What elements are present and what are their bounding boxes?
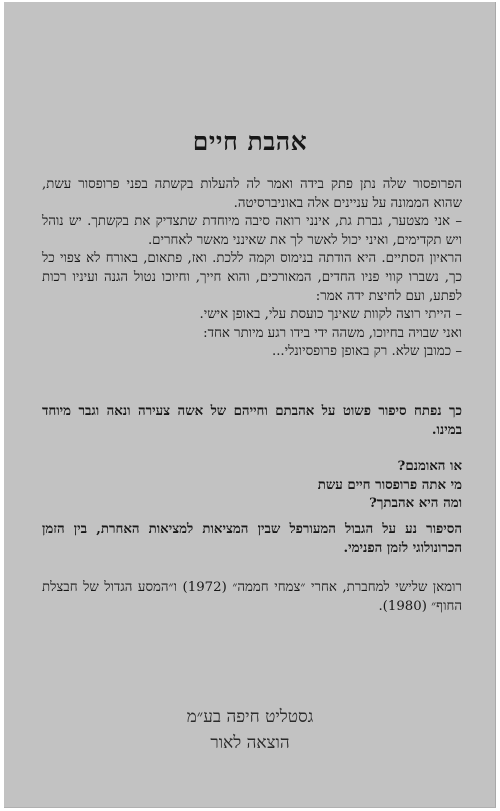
- publisher-imprint: הוצאה לאור: [210, 733, 290, 753]
- question-line: או האומנם?: [397, 459, 462, 474]
- excerpt-paragraph: הפרופסור שלה נתן פתק בידה ואמר לה להעלות בקשתה בפני פרופסור עשת, שהוא הממונה על עניינים אלה באוניברסיטה.: [42, 177, 462, 211]
- summary-text: [42, 521, 462, 558]
- summary-paragraph: הסיפור נע על הגבול המעורפל שבין המציאות למציאות האחרת, בין הזמן הכרונולוגי לזמן הפנימי.: [42, 522, 462, 556]
- publisher-block: [0, 704, 500, 756]
- intro-paragraph: כך נפתח סיפור פשוט על אהבתם וחייהם של אשה צעירה ונאה וגבר מיוחד במינו.: [42, 404, 462, 438]
- book-title: אהבת חיים: [192, 127, 308, 156]
- questions-block: [42, 458, 462, 514]
- story-excerpt: [42, 176, 462, 362]
- excerpt-paragraph: – כמובן שלא. רק באופן פרופסיונלי...: [271, 344, 462, 360]
- question-line: מי אתה פרופסור חיים עשת: [317, 477, 462, 493]
- publisher-name: גסטליט חיפה בע״מ: [186, 707, 314, 727]
- excerpt-paragraph: – אני מצטער, גברת גת, אינני רואה סיבה מיוחדת שתצדיק את בקשתך. יש נוהל ויש תקדימים, ואיני יכול לאשר לך את שאינני מאשר לאחרים.: [42, 214, 462, 248]
- intro-text: [42, 403, 462, 440]
- author-note-paragraph: רומאן שלישי למחברת, אחרי ״צמחי חממה״ (1972) ו״המסע הגדול של חבצלת החוף״ (1980).: [42, 580, 462, 614]
- author-note: [42, 579, 462, 616]
- excerpt-paragraph: – הייתי רוצה לקוות שאינך כועסת עלי, באופן אישי.: [199, 307, 462, 323]
- excerpt-paragraph: הראיון הסתיים. היא הודתה בנימוס וקמה ללכת. ואז, פתאום, באורח לא צפוי כל כך, נשברו קווי פניו החדים, המאורכים, והוא חייך, וחיוכו נטול הגנה ועיניו רכות לפתע, ועם לחיצת ידה אמר:: [42, 251, 462, 304]
- question-line: ומה היא אהבתך?: [369, 496, 462, 512]
- excerpt-paragraph: ואני שבויה בחיוכו, משהה ידי בידו רגע מיותר אחד:: [203, 325, 462, 341]
